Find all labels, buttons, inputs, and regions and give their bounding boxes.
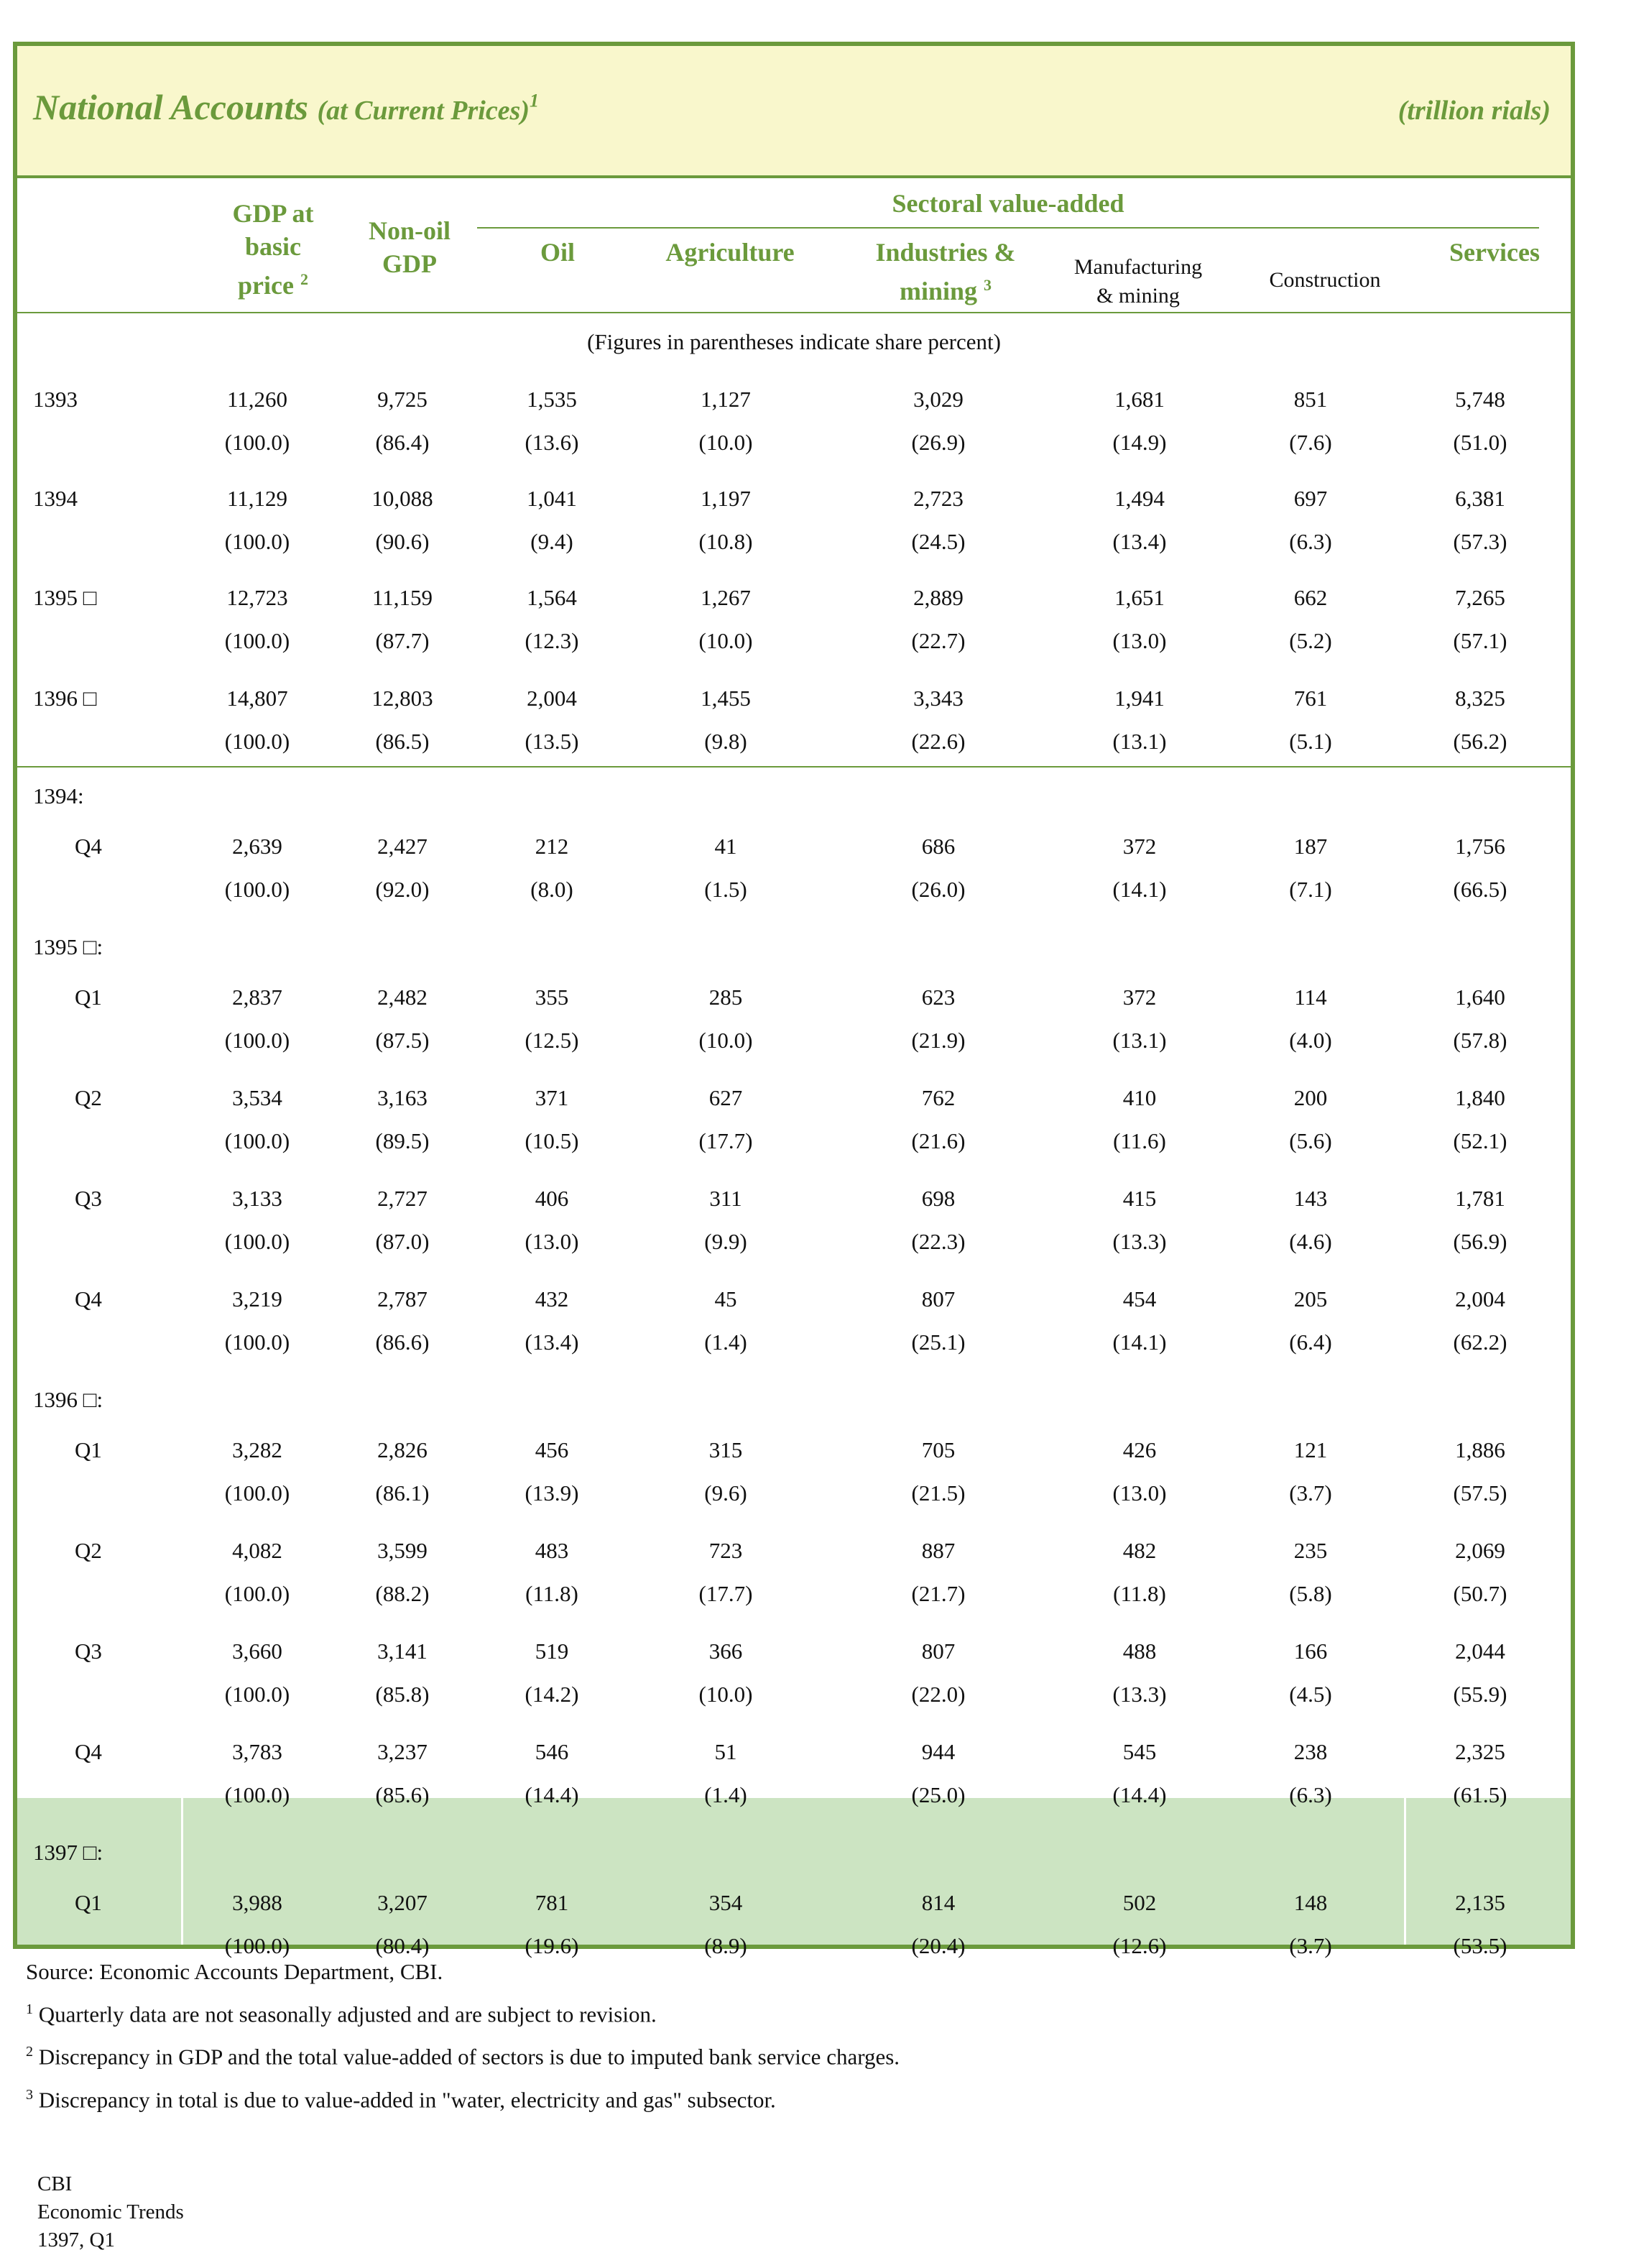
quarter-row-services-value: 2,325 xyxy=(1455,1739,1505,1764)
quarter-row-industries-share: (21.6) xyxy=(911,1128,966,1153)
quarter-row-nonoil-value: 3,141 xyxy=(377,1638,428,1664)
quarter-row-oil-value: 546 xyxy=(535,1739,569,1764)
quarter-row-services-share: (53.5) xyxy=(1453,1933,1507,1958)
annual-row-industries-value: 2,889 xyxy=(913,585,964,610)
annual-row-manufacturing-value: 1,681 xyxy=(1114,387,1165,412)
title-main: National Accounts xyxy=(33,87,308,127)
quarter-row-services-value: 1,840 xyxy=(1455,1085,1505,1110)
annual-row-manufacturing-value: 1,494 xyxy=(1114,486,1165,511)
annual-row-construction-share: (6.3) xyxy=(1289,529,1332,554)
quarter-row-construction-share: (5.6) xyxy=(1289,1128,1332,1153)
quarter-row-agriculture-value: 45 xyxy=(714,1286,737,1312)
title-sub: (at Current Prices) xyxy=(317,96,530,126)
quarter-row-gdp-share: (100.0) xyxy=(224,1682,290,1707)
row-label-year: 1395 □ xyxy=(33,585,97,610)
quarter-row-construction-share: (6.3) xyxy=(1289,1782,1332,1807)
quarter-row-services-share: (52.1) xyxy=(1453,1128,1507,1153)
annual-row-industries-share: (24.5) xyxy=(911,529,966,554)
quarter-row-oil-value: 355 xyxy=(535,985,569,1010)
annual-row-oil-value: 1,564 xyxy=(527,585,577,610)
quarter-row-industries-value: 698 xyxy=(921,1186,956,1211)
quarter-row-industries-value: 807 xyxy=(921,1638,956,1664)
quarter-row-gdp-share: (100.0) xyxy=(224,1128,290,1153)
annual-row-oil-share: (13.6) xyxy=(525,430,579,455)
quarter-row-agriculture-share: (9.9) xyxy=(704,1229,747,1254)
quarter-row-oil-value: 483 xyxy=(535,1538,569,1563)
quarter-row-nonoil-share: (86.1) xyxy=(375,1480,430,1506)
row-label-quarter: Q2 xyxy=(75,1085,102,1110)
header-oil: Oil xyxy=(540,238,575,267)
row-label-year: 1394 xyxy=(33,486,78,511)
annual-row-agriculture-share: (10.0) xyxy=(698,430,753,455)
quarter-row-nonoil-share: (92.0) xyxy=(375,877,430,902)
quarter-row-agriculture-value: 315 xyxy=(708,1437,743,1462)
quarter-row-construction-share: (6.4) xyxy=(1289,1329,1332,1355)
table-frame xyxy=(13,42,1575,1958)
header-manufacturing: Manufacturing & mining xyxy=(1073,255,1203,308)
quarter-row-gdp-value: 3,133 xyxy=(232,1186,282,1211)
footnotes xyxy=(26,1953,900,2119)
annual-row-gdp-share: (100.0) xyxy=(224,430,290,455)
header-sectoral: Sectoral value-added xyxy=(892,189,1124,218)
annual-row-construction-value: 697 xyxy=(1293,486,1328,511)
quarter-row-construction-value: 114 xyxy=(1294,985,1327,1010)
quarter-row-manufacturing-share: (13.0) xyxy=(1112,1480,1167,1506)
row-label-quarter: Q1 xyxy=(75,985,102,1010)
row-label-quarter: Q4 xyxy=(75,1739,102,1764)
quarter-row-services-value: 2,069 xyxy=(1455,1538,1505,1563)
quarter-row-nonoil-share: (89.5) xyxy=(375,1128,430,1153)
quarter-row-industries-value: 887 xyxy=(921,1538,956,1563)
quarter-row-services-value: 2,004 xyxy=(1455,1286,1505,1312)
header-services: Services xyxy=(1449,238,1540,267)
quarter-row-gdp-value: 2,837 xyxy=(232,985,282,1010)
quarter-row-nonoil-value: 2,427 xyxy=(377,834,428,859)
annual-row-services-share: (56.2) xyxy=(1453,729,1507,754)
highlight-divider xyxy=(181,1798,183,1945)
quarter-row-nonoil-share: (85.6) xyxy=(375,1782,430,1807)
year-group-label: 1395 □: xyxy=(33,934,103,959)
quarter-row-agriculture-value: 51 xyxy=(714,1739,737,1764)
annual-row-construction-value: 851 xyxy=(1293,387,1328,412)
quarter-row-agriculture-value: 285 xyxy=(708,985,743,1010)
annual-row-construction-share: (5.1) xyxy=(1289,729,1332,754)
quarter-row-manufacturing-value: 488 xyxy=(1122,1638,1157,1664)
annual-row-agriculture-value: 1,455 xyxy=(701,686,751,711)
quarter-row-agriculture-share: (9.6) xyxy=(704,1480,747,1506)
row-label-quarter: Q3 xyxy=(75,1638,102,1664)
annual-row-gdp-share: (100.0) xyxy=(224,729,290,754)
quarter-row-construction-value: 148 xyxy=(1293,1890,1328,1915)
quarter-row-industries-value: 686 xyxy=(921,834,956,859)
quarter-row-manufacturing-value: 372 xyxy=(1122,834,1157,859)
quarter-row-industries-value: 762 xyxy=(921,1085,956,1110)
row-label-quarter: Q1 xyxy=(75,1437,102,1462)
row-label-quarter: Q4 xyxy=(75,834,102,859)
quarter-row-construction-value: 200 xyxy=(1293,1085,1328,1110)
quarter-row-oil-value: 406 xyxy=(535,1186,569,1211)
quarter-row-manufacturing-value: 454 xyxy=(1122,1286,1157,1312)
quarter-row-construction-value: 166 xyxy=(1293,1638,1328,1664)
quarter-row-services-value: 2,135 xyxy=(1455,1890,1505,1915)
annual-row-industries-value: 2,723 xyxy=(913,486,964,511)
quarter-row-manufacturing-share: (14.4) xyxy=(1112,1782,1167,1807)
quarter-row-oil-share: (19.6) xyxy=(525,1933,579,1958)
quarter-row-agriculture-share: (1.4) xyxy=(704,1782,747,1807)
quarter-row-industries-share: (25.1) xyxy=(911,1329,966,1355)
quarter-row-nonoil-value: 3,237 xyxy=(377,1739,428,1764)
annual-row-manufacturing-value: 1,651 xyxy=(1114,585,1165,610)
quarter-row-construction-value: 235 xyxy=(1293,1538,1328,1563)
quarter-row-nonoil-share: (87.5) xyxy=(375,1028,430,1053)
quarter-row-nonoil-share: (87.0) xyxy=(375,1229,430,1254)
publication-info: CBI Economic Trends 1397, Q1 xyxy=(37,2172,184,2251)
quarter-row-nonoil-value: 3,163 xyxy=(377,1085,428,1110)
title-footnote-mark: 1 xyxy=(530,90,539,111)
annual-row-nonoil-share: (90.6) xyxy=(375,529,430,554)
quarter-row-manufacturing-share: (11.8) xyxy=(1113,1581,1166,1606)
quarter-row-industries-share: (22.3) xyxy=(911,1229,966,1254)
quarter-row-manufacturing-value: 415 xyxy=(1122,1186,1157,1211)
quarter-row-services-share: (56.9) xyxy=(1453,1229,1507,1254)
annual-row-services-value: 7,265 xyxy=(1455,585,1505,610)
quarter-row-agriculture-share: (17.7) xyxy=(698,1128,753,1153)
quarter-row-gdp-share: (100.0) xyxy=(224,1028,290,1053)
quarter-row-services-value: 1,756 xyxy=(1455,834,1505,859)
year-group-label: 1394: xyxy=(33,783,84,808)
quarter-row-gdp-share: (100.0) xyxy=(224,1329,290,1355)
quarter-row-agriculture-value: 41 xyxy=(714,834,737,859)
quarter-row-industries-value: 705 xyxy=(921,1437,956,1462)
row-label-quarter: Q1 xyxy=(75,1890,102,1915)
quarter-row-agriculture-value: 627 xyxy=(708,1085,743,1110)
quarter-row-oil-value: 371 xyxy=(535,1085,569,1110)
annual-row-services-share: (57.3) xyxy=(1453,529,1507,554)
annual-row-industries-share: (26.9) xyxy=(911,430,966,455)
quarter-row-construction-share: (3.7) xyxy=(1289,1480,1332,1506)
quarter-row-manufacturing-share: (14.1) xyxy=(1112,1329,1167,1355)
quarter-row-gdp-value: 3,534 xyxy=(232,1085,282,1110)
quarter-row-services-value: 1,886 xyxy=(1455,1437,1505,1462)
quarter-row-manufacturing-value: 482 xyxy=(1122,1538,1157,1563)
quarter-row-construction-share: (3.7) xyxy=(1289,1933,1332,1958)
quarter-row-oil-share: (11.8) xyxy=(525,1581,578,1606)
annual-row-oil-value: 1,041 xyxy=(527,486,577,511)
quarter-row-services-share: (57.5) xyxy=(1453,1480,1507,1506)
row-label-quarter: Q3 xyxy=(75,1186,102,1211)
title-band xyxy=(17,46,1571,178)
annual-row-manufacturing-share: (14.9) xyxy=(1112,430,1167,455)
quarter-row-nonoil-share: (86.6) xyxy=(375,1329,430,1355)
header-agriculture: Agriculture xyxy=(665,238,795,267)
annual-row-nonoil-value: 11,159 xyxy=(371,585,433,610)
quarter-row-nonoil-value: 2,482 xyxy=(377,985,428,1010)
row-label-quarter: Q2 xyxy=(75,1538,102,1563)
row-label-year: 1393 xyxy=(33,387,78,412)
quarter-row-agriculture-share: (1.5) xyxy=(704,877,747,902)
quarter-row-manufacturing-share: (12.6) xyxy=(1112,1933,1167,1958)
quarter-row-industries-value: 944 xyxy=(921,1739,956,1764)
quarter-row-manufacturing-share: (14.1) xyxy=(1112,877,1167,902)
quarter-row-industries-share: (22.0) xyxy=(911,1682,966,1707)
annual-row-services-value: 8,325 xyxy=(1455,686,1505,711)
quarter-row-nonoil-share: (85.8) xyxy=(375,1682,430,1707)
annual-row-agriculture-value: 1,127 xyxy=(701,387,751,412)
quarter-row-services-share: (62.2) xyxy=(1453,1329,1507,1355)
quarter-row-industries-value: 623 xyxy=(921,985,956,1010)
quarter-row-oil-value: 212 xyxy=(535,834,569,859)
quarter-row-industries-share: (21.5) xyxy=(911,1480,966,1506)
quarter-row-oil-share: (14.2) xyxy=(525,1682,579,1707)
quarter-row-oil-value: 432 xyxy=(535,1286,569,1312)
footnote-3: $^3$ Discrepancy in total is due to value-added in "water, electricity and gas" subsector. xyxy=(26,2086,776,2112)
row-label-year: 1396 □ xyxy=(33,686,97,711)
annual-row-manufacturing-share: (13.1) xyxy=(1112,729,1167,754)
annual-row-gdp-value: 12,723 xyxy=(226,585,288,610)
quarter-row-nonoil-value: 3,207 xyxy=(377,1890,428,1915)
quarter-row-manufacturing-value: 372 xyxy=(1122,985,1157,1010)
quarter-row-manufacturing-share: (13.3) xyxy=(1112,1682,1167,1707)
footnote-1: $^1$ Quarterly data are not seasonally adjusted and are subject to revision. xyxy=(26,2001,657,2027)
quarter-row-agriculture-value: 366 xyxy=(708,1638,743,1664)
annual-row-services-share: (51.0) xyxy=(1453,430,1507,455)
header-gdp: GDP at basic price $^2$ xyxy=(232,199,314,300)
annual-row-agriculture-share: (10.8) xyxy=(698,529,753,554)
quarter-row-services-share: (66.5) xyxy=(1453,877,1507,902)
quarter-row-nonoil-share: (80.4) xyxy=(375,1933,430,1958)
quarter-row-services-share: (61.5) xyxy=(1453,1782,1507,1807)
annual-row-oil-share: (13.5) xyxy=(525,729,579,754)
units-label: (trillion rials) xyxy=(1398,96,1551,126)
quarter-row-nonoil-value: 2,787 xyxy=(377,1286,428,1312)
quarter-row-oil-value: 781 xyxy=(535,1890,569,1915)
quarter-row-agriculture-value: 354 xyxy=(708,1890,743,1915)
annual-row-agriculture-value: 1,197 xyxy=(701,486,751,511)
quarter-row-oil-share: (13.4) xyxy=(525,1329,579,1355)
sectoral-rule xyxy=(477,227,1539,229)
quarter-row-oil-share: (8.0) xyxy=(530,877,573,902)
quarter-row-manufacturing-value: 545 xyxy=(1122,1739,1157,1764)
share-note: (Figures in parentheses indicate share percent) xyxy=(587,329,1001,354)
quarter-row-construction-value: 205 xyxy=(1293,1286,1328,1312)
quarter-row-industries-share: (21.9) xyxy=(911,1028,966,1053)
header-nonoil: Non-oil GDP xyxy=(368,216,451,278)
page-title xyxy=(33,86,539,128)
quarter-row-gdp-value: 3,660 xyxy=(232,1638,282,1664)
annual-row-gdp-value: 11,129 xyxy=(226,486,288,511)
quarter-row-manufacturing-value: 410 xyxy=(1122,1085,1157,1110)
quarter-row-manufacturing-share: (13.1) xyxy=(1112,1028,1167,1053)
quarter-row-services-share: (57.8) xyxy=(1453,1028,1507,1053)
annual-row-industries-value: 3,343 xyxy=(913,686,964,711)
quarter-row-nonoil-value: 2,826 xyxy=(377,1437,428,1462)
annual-row-manufacturing-share: (13.0) xyxy=(1112,628,1167,653)
header-construction: Construction xyxy=(1269,268,1381,292)
annual-row-construction-share: (7.6) xyxy=(1289,430,1332,455)
annual-row-agriculture-share: (10.0) xyxy=(698,628,753,653)
quarter-row-gdp-value: 3,219 xyxy=(232,1286,282,1312)
quarter-row-oil-share: (12.5) xyxy=(525,1028,579,1053)
quarter-row-gdp-share: (100.0) xyxy=(224,1480,290,1506)
quarter-row-gdp-share: (100.0) xyxy=(224,1581,290,1606)
quarter-row-industries-value: 814 xyxy=(921,1890,956,1915)
quarter-row-agriculture-share: (17.7) xyxy=(698,1581,753,1606)
quarter-row-nonoil-value: 2,727 xyxy=(377,1186,428,1211)
annual-row-industries-share: (22.7) xyxy=(911,628,966,653)
quarter-row-industries-share: (26.0) xyxy=(911,877,966,902)
annual-row-gdp-share: (100.0) xyxy=(224,628,290,653)
quarter-row-construction-value: 238 xyxy=(1293,1739,1328,1764)
quarter-row-construction-share: (4.6) xyxy=(1289,1229,1332,1254)
annual-row-gdp-value: 14,807 xyxy=(226,686,288,711)
annual-row-construction-share: (5.2) xyxy=(1289,628,1332,653)
quarter-row-manufacturing-share: (13.3) xyxy=(1112,1229,1167,1254)
quarter-row-services-value: 1,640 xyxy=(1455,985,1505,1010)
quarter-row-oil-share: (13.0) xyxy=(525,1229,579,1254)
annual-row-nonoil-value: 12,803 xyxy=(371,686,433,711)
quarter-row-industries-share: (20.4) xyxy=(911,1933,966,1958)
quarter-row-agriculture-value: 311 xyxy=(709,1186,742,1211)
row-label-quarter: Q4 xyxy=(75,1286,102,1312)
quarter-row-services-share: (55.9) xyxy=(1453,1682,1507,1707)
quarter-row-agriculture-share: (1.4) xyxy=(704,1329,747,1355)
quarter-row-industries-value: 807 xyxy=(921,1286,956,1312)
quarter-row-oil-share: (14.4) xyxy=(525,1782,579,1807)
quarter-row-oil-share: (10.5) xyxy=(525,1128,579,1153)
quarter-row-manufacturing-value: 502 xyxy=(1122,1890,1157,1915)
quarter-row-industries-share: (25.0) xyxy=(911,1782,966,1807)
quarter-row-agriculture-value: 723 xyxy=(708,1538,743,1563)
quarter-row-construction-value: 143 xyxy=(1293,1186,1328,1211)
quarter-row-gdp-value: 3,988 xyxy=(232,1890,282,1915)
annual-row-gdp-share: (100.0) xyxy=(224,529,290,554)
header-industries: Industries & mining $^3$ xyxy=(875,238,1016,305)
quarter-row-nonoil-share: (88.2) xyxy=(375,1581,430,1606)
quarter-row-gdp-value: 2,639 xyxy=(232,834,282,859)
quarter-row-construction-share: (7.1) xyxy=(1289,877,1332,902)
quarter-row-agriculture-share: (10.0) xyxy=(698,1028,753,1053)
quarter-row-agriculture-share: (10.0) xyxy=(698,1682,753,1707)
annual-row-nonoil-value: 10,088 xyxy=(371,486,433,511)
quarter-row-oil-value: 519 xyxy=(535,1638,569,1664)
footnote-2: $^2$ Discrepancy in GDP and the total value-added of sectors is due to imputed bank service charges. xyxy=(26,2044,900,2070)
quarter-row-gdp-value: 3,783 xyxy=(232,1739,282,1764)
quarter-row-gdp-share: (100.0) xyxy=(224,1229,290,1254)
annual-rule xyxy=(17,766,1571,767)
annual-row-nonoil-value: 9,725 xyxy=(377,387,428,412)
quarter-row-gdp-share: (100.0) xyxy=(224,1933,290,1958)
annual-row-manufacturing-share: (13.4) xyxy=(1112,529,1167,554)
annual-row-construction-value: 761 xyxy=(1293,686,1328,711)
annual-row-oil-value: 2,004 xyxy=(527,686,577,711)
quarter-row-industries-share: (21.7) xyxy=(911,1581,966,1606)
annual-row-services-share: (57.1) xyxy=(1453,628,1507,653)
quarter-row-services-share: (50.7) xyxy=(1453,1581,1507,1606)
highlight-divider xyxy=(1404,1798,1406,1945)
quarter-row-manufacturing-share: (11.6) xyxy=(1113,1128,1166,1153)
annual-row-industries-share: (22.6) xyxy=(911,729,966,754)
latest-quarter-highlight xyxy=(17,1798,1571,1945)
quarter-row-gdp-value: 4,082 xyxy=(232,1538,282,1563)
annual-row-nonoil-share: (87.7) xyxy=(375,628,430,653)
quarter-row-construction-value: 187 xyxy=(1293,834,1328,859)
annual-row-services-value: 6,381 xyxy=(1455,486,1505,511)
annual-row-construction-value: 662 xyxy=(1293,585,1328,610)
annual-row-gdp-value: 11,260 xyxy=(226,387,288,412)
quarter-row-manufacturing-value: 426 xyxy=(1122,1437,1157,1462)
year-group-label: 1397 □: xyxy=(33,1840,103,1865)
quarter-row-gdp-value: 3,282 xyxy=(232,1437,282,1462)
quarter-row-nonoil-value: 3,599 xyxy=(377,1538,428,1563)
year-group-label: 1396 □: xyxy=(33,1387,103,1412)
annual-row-manufacturing-value: 1,941 xyxy=(1114,686,1165,711)
quarter-row-gdp-share: (100.0) xyxy=(224,877,290,902)
annual-row-industries-value: 3,029 xyxy=(913,387,964,412)
quarter-row-agriculture-share: (8.9) xyxy=(704,1933,747,1958)
quarter-row-construction-share: (4.0) xyxy=(1289,1028,1332,1053)
annual-row-services-value: 5,748 xyxy=(1455,387,1505,412)
annual-row-oil-share: (9.4) xyxy=(530,529,573,554)
quarter-row-construction-value: 121 xyxy=(1293,1437,1328,1462)
annual-row-agriculture-value: 1,267 xyxy=(701,585,751,610)
annual-row-nonoil-share: (86.5) xyxy=(375,729,430,754)
source-note: Source: Economic Accounts Department, CBI. xyxy=(26,1959,443,1984)
annual-row-oil-value: 1,535 xyxy=(527,387,577,412)
quarter-row-gdp-share: (100.0) xyxy=(224,1782,290,1807)
quarter-row-oil-share: (13.9) xyxy=(525,1480,579,1506)
annual-row-oil-share: (12.3) xyxy=(525,628,579,653)
quarter-row-oil-value: 456 xyxy=(535,1437,569,1462)
annual-row-agriculture-share: (9.8) xyxy=(704,729,747,754)
quarter-row-services-value: 2,044 xyxy=(1455,1638,1505,1664)
quarter-row-construction-share: (5.8) xyxy=(1289,1581,1332,1606)
annual-row-nonoil-share: (86.4) xyxy=(375,430,430,455)
quarter-row-construction-share: (4.5) xyxy=(1289,1682,1332,1707)
quarter-row-services-value: 1,781 xyxy=(1455,1186,1505,1211)
header-rule xyxy=(17,312,1571,313)
